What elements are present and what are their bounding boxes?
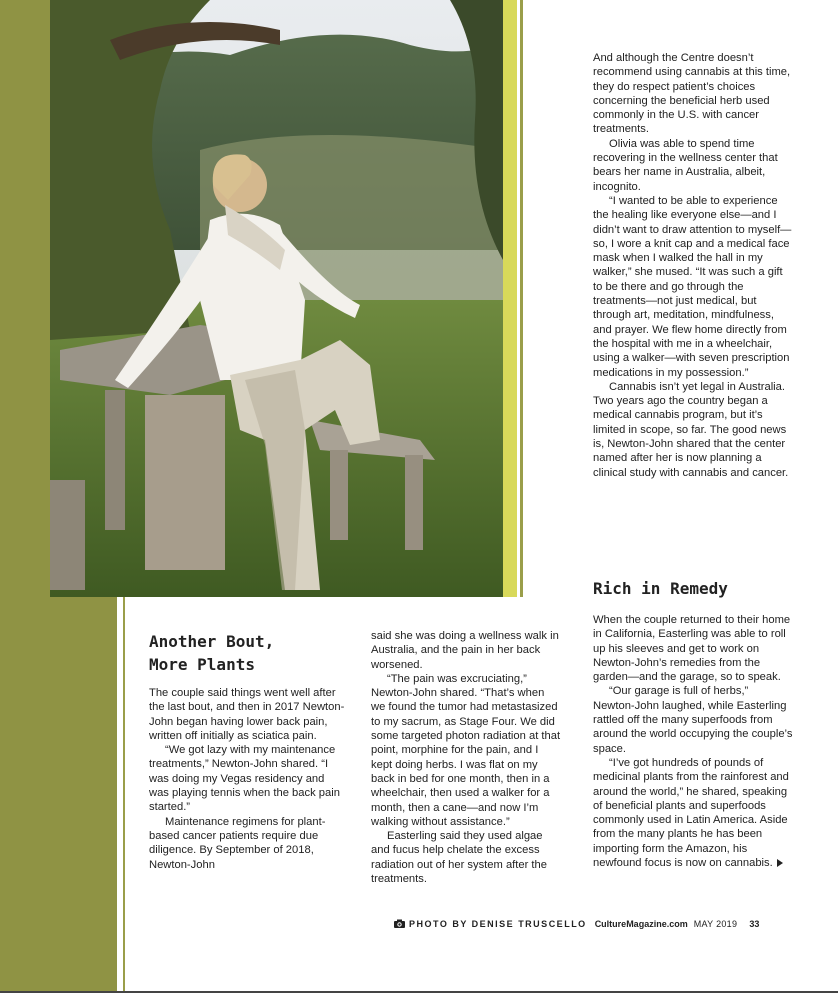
heading-line: Another Bout, (149, 632, 275, 651)
paragraph: The couple said things went well after the last bout, and then in 2017 Newton-John began having lower back pain, written off initially as sciatica pain. (149, 687, 345, 742)
feature-photo (50, 0, 503, 597)
paragraph: “I wanted to be able to experience the healing like everyone else—and I didn’t want to draw attention to myself—so, I wore a knit cap and a medical face mask when I walked the hall in my walker,” she mused. “It was such a gift to be there and go through the treatments—not just medical, but through art, meditation, mindfulness, and prayer. We flew home directly from the hospital with me in a wheelchair, using a walker—with seven prescription medications in my possession.” (593, 194, 792, 379)
paragraph: “Our garage is full of herbs,” Newton-John laughed, while Easterling rattled off the many superfoods from around the world occupying the couple’s space. (593, 685, 793, 755)
article-column-right-bottom (593, 613, 793, 870)
olive-top-band (0, 0, 50, 597)
site-name: CultureMagazine.com (594, 919, 688, 929)
page-footer (394, 917, 794, 931)
section-heading-another-bout (149, 630, 349, 676)
issue-date: MAY 2019 (693, 919, 738, 929)
paragraph: Maintenance regimens for plant-based cancer patients require due diligence. By September of 2018, Newton-John (149, 815, 326, 871)
paragraph: Olivia was able to spend time recovering in the wellness center that bears her name in Australia, albeit, incognito. (593, 137, 778, 193)
yellow-accent-bar (503, 0, 517, 597)
column-rule (123, 597, 125, 993)
paragraph-with-end-mark (593, 756, 793, 870)
section-heading-rich-in-remedy: Rich in Remedy (593, 579, 728, 598)
photo-credit: PHOTO BY DENISE TRUSCELLO (409, 919, 587, 929)
paragraph: And although the Centre doesn’t recommend using cannabis at this time, they do respect patient’s choices concerning the beneficial herb used commonly in the U.S. with cancer treatments. (593, 52, 791, 136)
paragraph: “We got lazy with my maintenance treatments,” Newton-John shared. “I was doing my Vegas residency and was playing tennis when the back pain started.” (149, 744, 340, 814)
olive-accent-line (520, 0, 523, 597)
continue-arrow-icon (777, 859, 783, 867)
paragraph: said she was doing a wellness walk in Australia, and the pain in her back worsened. (371, 630, 559, 671)
article-column-right-top (593, 51, 793, 480)
page-number: 33 (749, 919, 760, 929)
paragraph: Easterling said they used algae and fucus help chelate the excess radiation out of her system after the treatments. (371, 830, 547, 886)
paragraph: “The pain was excruciating,” Newton-John shared. “That’s when we found the tumor had metastasized to my sacrum, as Stage Four. We did some targeted photon radiation at that point, morphine for the pain, and I kept doing herbs. I was flat on my back in bed for one month, then in a wheelchair, then used a walker for a month, then a cane—and now I’m walking without assistance.” (371, 672, 561, 828)
article-column-left (149, 686, 345, 872)
paragraph: When the couple returned to their home in California, Easterling was able to roll up his sleeves and get to work on Newton-John’s remedies from the garden—and the garage, so to speak. (593, 614, 791, 684)
article-column-middle (371, 629, 561, 886)
paragraph-text: “I’ve got hundreds of pounds of medicinal plants from the rainforest and around the world,” he shared, speaking of beneficial plants and superfoods commonly used in Latin America. Aside from the many plants he has been importing form the Amazon, his newfound focus is now on cannabis. (593, 756, 789, 870)
paragraph: Cannabis isn’t yet legal in Australia. Two years ago the country began a medical cannabis program, but it’s limited in scope, so far. The good news is, Newton-John shared that the center named after her is now planning a clinical study with cannabis and cancer. (593, 380, 789, 479)
heading-line: More Plants (149, 655, 255, 674)
camera-icon (394, 918, 405, 932)
